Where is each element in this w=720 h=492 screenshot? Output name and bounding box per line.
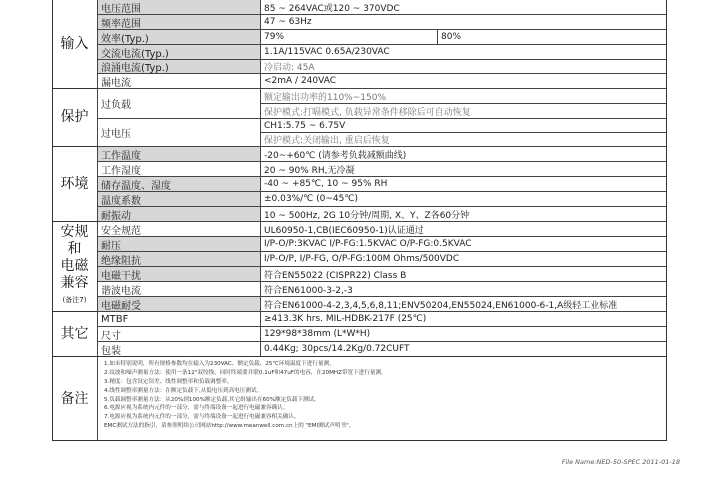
section-safety-line2: 和 <box>67 241 82 257</box>
note-item: 3.精度：包含设定误差、线性调整率和负载调整率。 <box>104 378 233 385</box>
note-item: 2.纹波和噪声测量方法：使用一条12"双绞线，同时终端要并联0.1uF和47uF的电容，在20MHZ带宽下进行量测。 <box>104 369 387 376</box>
value-efficiency-ch1: 79% <box>261 30 437 45</box>
section-safety-line1: 安规 <box>60 224 89 240</box>
label-vibration: 耐振动 <box>98 207 261 222</box>
label-overload: 过负载 <box>98 89 261 119</box>
section-environment-label: 环境 <box>60 175 89 192</box>
value-overload-mode: 保护模式:打嗝模式, 负载异常条件移除后可自动恢复 <box>261 104 667 119</box>
label-voltage-range: 电压范围 <box>98 0 261 15</box>
value-leakage-current: <2mA / 240VAC <box>261 74 667 89</box>
label-withstand-voltage: 耐压 <box>98 237 261 252</box>
label-harmonic-current: 谐波电流 <box>98 282 261 297</box>
note-item: 7.电源应视为系统内元件的一部分，需与终端设备一起进行电磁兼容相关确认。 <box>104 414 300 421</box>
value-frequency-range: 47 ~ 63Hz <box>261 15 667 30</box>
label-leakage-current: 漏电流 <box>98 74 261 89</box>
label-dimension: 尺寸 <box>98 327 261 342</box>
value-withstand-voltage: I/P-O/P:3KVAC I/P-FG:1.5KVAC O/P-FG:0.5KVAC <box>261 237 667 252</box>
section-notes <box>52 357 98 441</box>
value-overload-range: 额定输出功率的110%~150% <box>261 89 667 104</box>
label-ac-current: 交流电流(Typ.) <box>98 45 261 60</box>
label-inrush-current: 浪涌电流(Typ.) <box>98 60 261 74</box>
section-protection-label: 保护 <box>60 109 89 125</box>
value-dimension: 129*98*38mm (L*W*H) <box>261 327 667 342</box>
note-item: 1.如未特别说明，所有规格参数均在输入为230VAC、额定负载、25℃环境温度下进行量测。 <box>104 361 335 367</box>
section-input <box>52 0 98 89</box>
note-item: 5.负载调整率测量方法：从20%到100%额定负载,其它组输出在60%额定负载下测试。 <box>104 396 320 403</box>
label-isolation-resistance: 绝缘阻抗 <box>98 252 261 267</box>
section-safety-line3: 电磁 <box>60 258 89 274</box>
value-isolation-resistance: I/P-O/P, I/P-FG, O/P-FG:100M Ohms/500VDC <box>261 252 667 267</box>
value-overvoltage-mode: 保护模式:关闭输出, 重启后恢复 <box>261 133 667 147</box>
value-harmonic-current: 符合EN61000-3-2,-3 <box>261 282 667 297</box>
value-voltage-range: 85 ~ 264VAC或120 ~ 370VDC <box>261 0 667 15</box>
section-notes-label: 备注 <box>60 390 89 407</box>
note-item: EMC测试方法的指引，请参照明纬公司网站http://www.meanwell.com.cn上的 "EMI测试声明书"。 <box>104 423 355 430</box>
value-ac-current: 1.1A/115VAC 0.65A/230VAC <box>261 45 667 60</box>
value-packing: 0.44Kg; 30pcs/14.2Kg/0.72CUFT <box>261 342 667 357</box>
label-working-temp: 工作温度 <box>98 147 261 162</box>
note-item: 4.线性调整率测量方法：在额定负载下,从低电压到高电压测试。 <box>104 387 263 394</box>
value-overvoltage-range: CH1:5.75 ~ 6.75V <box>261 119 667 133</box>
label-packing: 包装 <box>98 342 261 357</box>
section-safety-line4: 兼容 <box>60 275 89 291</box>
value-emc-immunity: 符合EN61000-4-2,3,4,5,6,8,11;ENV50204,EN55024,EN61000-6-1,A级轻工业标准 <box>261 297 667 312</box>
label-emc-emission: 电磁干扰 <box>98 267 261 282</box>
label-efficiency: 效率(Typ.) <box>98 30 261 45</box>
section-input-label: 输入 <box>60 35 89 52</box>
value-emc-emission: 符合EN55022 (CISPR22) Class B <box>261 267 667 282</box>
value-working-temp: -20~+60℃ (请参考负载减额曲线) <box>261 147 667 162</box>
section-safety-note: (备注7) <box>62 296 87 304</box>
value-inrush-current: 冷启动: 45A <box>261 60 667 74</box>
label-storage-temp: 储存温度、湿度 <box>98 177 261 192</box>
footer-file-name: File Name:NED-50-SPEC 2011-01-18 <box>561 458 680 466</box>
section-others-label: 其它 <box>60 325 89 342</box>
label-working-humidity: 工作湿度 <box>98 162 261 177</box>
label-overvoltage: 过电压 <box>98 119 261 147</box>
value-efficiency-ch2: 80% <box>437 30 667 45</box>
value-vibration: 10 ~ 500Hz, 2G 10分钟/周期, X、Y、Z各60分钟 <box>261 207 667 222</box>
value-mtbf: ≥413.3K hrs. MIL-HDBK-217F (25℃) <box>261 312 667 327</box>
label-temp-coefficient: 温度系数 <box>98 192 261 207</box>
label-emc-immunity: 电磁耐受 <box>98 297 261 312</box>
value-working-humidity: 20 ~ 90% RH,无冷凝 <box>261 162 667 177</box>
label-mtbf: MTBF <box>98 312 261 327</box>
value-safety-standards: UL60950-1,CB(IEC60950-1)认证通过 <box>261 222 667 237</box>
value-storage-temp: -40 ~ +85℃, 10 ~ 95% RH <box>261 177 667 192</box>
label-safety-standards: 安全规范 <box>98 222 261 237</box>
value-temp-coefficient: ±0.03%/℃ (0~45℃) <box>261 192 667 207</box>
note-item: 6.电源应视为系统内元件的一部分，需与终端设备一起进行电磁兼容确认。 <box>104 405 289 412</box>
label-frequency-range: 频率范围 <box>98 15 261 30</box>
section-environment <box>52 147 98 222</box>
section-others <box>52 312 98 357</box>
section-protection <box>52 89 98 147</box>
section-safety-emc <box>52 222 98 312</box>
notes-list <box>98 357 667 441</box>
